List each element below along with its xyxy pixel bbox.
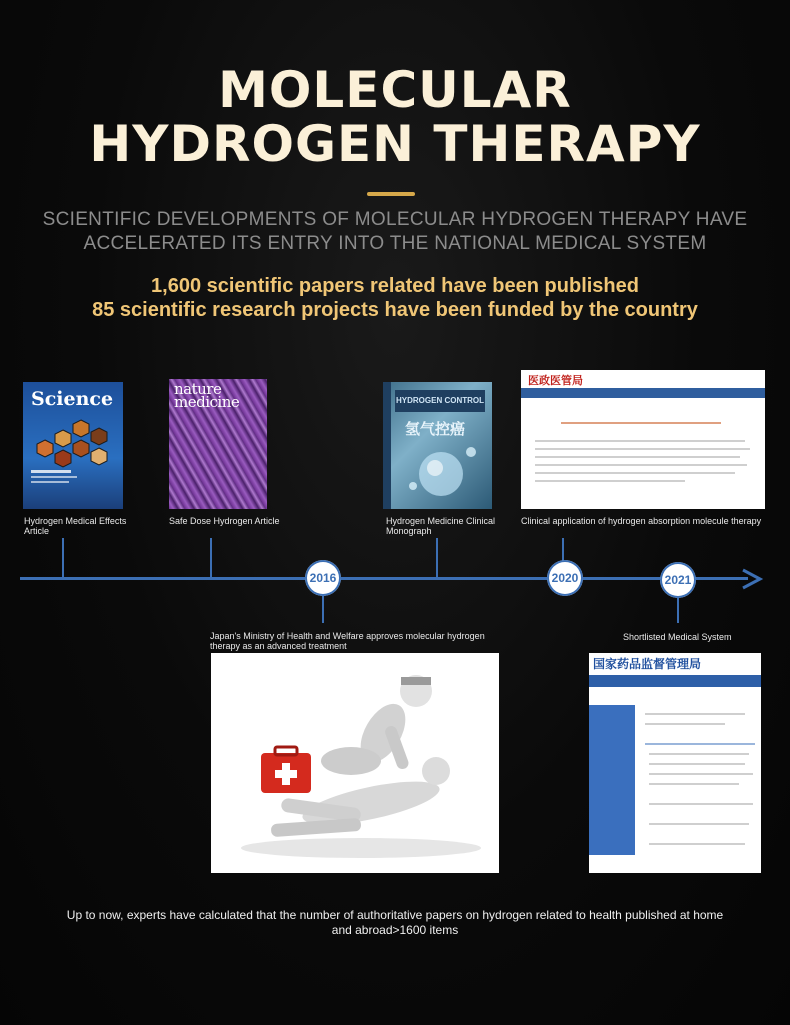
doc-text-line	[535, 480, 685, 482]
caption-hydrogen-medical-effects: Hydrogen Medical Effects Article	[24, 516, 127, 536]
caption-safe-dose: Safe Dose Hydrogen Article	[169, 516, 280, 526]
subtitle-line1: SCIENTIFIC DEVELOPMENTS OF MOLECULAR HYDROGEN THERAPY HAVE	[42, 209, 748, 230]
timeline-arrow-icon	[740, 568, 764, 590]
nmpa-text-line	[645, 723, 725, 725]
water-droplet-icon	[383, 382, 492, 509]
timeline-tick	[322, 595, 324, 623]
doc-text-line	[535, 456, 740, 458]
cpr-figures-icon	[211, 653, 499, 873]
caption-clinical-application: Clinical application of hydrogen absorption molecule therapy	[521, 516, 762, 526]
nmpa-text-line	[649, 753, 749, 755]
hydrogen-book-cover-image	[383, 382, 492, 509]
doc-text-line	[535, 440, 745, 442]
doc-heading-line	[561, 422, 721, 424]
nmpa-text-line	[649, 763, 745, 765]
timeline-tick	[210, 538, 212, 578]
doc-header-title: 医政医管局	[528, 375, 583, 387]
year-marker-2016: 2016	[305, 560, 341, 596]
doc-text-line	[535, 448, 750, 450]
nmpa-table-header	[645, 743, 755, 745]
hexagon-cluster-icon	[23, 382, 123, 509]
nmpa-sidebar	[589, 705, 635, 855]
year-marker-2021: 2021	[660, 562, 696, 598]
doc-text-line	[535, 464, 747, 466]
book-cover-subtitle: 氢气控癌	[405, 421, 466, 438]
timeline-tick	[436, 538, 438, 578]
caption-shortlisted-medical-system: Shortlisted Medical System	[623, 632, 732, 642]
subtitle-line2: ACCELERATED ITS ENTRY INTO THE NATIONAL MEDICAL SYSTEM	[83, 233, 707, 254]
nmpa-nav-bar	[589, 675, 761, 687]
cpr-illustration-image	[211, 653, 499, 873]
book-spine	[383, 382, 391, 509]
nmpa-text-line	[649, 823, 749, 825]
highlight-line1: 1,600 scientific papers related have been published	[151, 275, 639, 297]
nmpa-text-line	[645, 713, 745, 715]
nmpa-text-line	[649, 783, 739, 785]
nmpa-text-line	[649, 803, 753, 805]
year-marker-2020: 2020	[547, 560, 583, 596]
medical-admin-document-image	[521, 370, 765, 509]
timeline-tick	[62, 538, 64, 578]
doc-nav-bar	[521, 388, 765, 398]
title-divider	[367, 192, 415, 196]
caption-clinical-monograph: Hydrogen Medicine Clinical Monograph	[386, 516, 496, 536]
highlight-line2: 85 scientific research projects have been funded by the country	[92, 299, 698, 321]
page-title-line1: MOLECULAR	[218, 61, 572, 119]
science-cover-title: Science	[31, 388, 114, 410]
book-cover-title: HYDROGEN CONTROL	[395, 390, 485, 412]
timeline-tick	[677, 597, 679, 623]
science-cover-image	[23, 382, 123, 509]
footer-note: Up to now, experts have calculated that the number of authoritative papers on hydrogen related to health published at home and abroad>1600 items	[66, 908, 724, 937]
nmpa-text-line	[649, 773, 753, 775]
nmpa-text-line	[649, 843, 745, 845]
caption-japan-ministry: Japan's Ministry of Health and Welfare approves molecular hydrogen therapy as an advanced treatment	[210, 631, 485, 651]
doc-text-line	[535, 472, 735, 474]
nature-medicine-cover-title: nature medicine	[174, 380, 240, 411]
timeline-axis	[20, 577, 748, 580]
nature-medicine-cover-image	[169, 379, 267, 509]
page-title-line2: HYDROGEN THERAPY	[89, 115, 701, 173]
timeline-tick	[562, 538, 564, 562]
nmpa-website-image	[589, 653, 761, 873]
nmpa-header-title: 国家药品监督管理局	[593, 657, 702, 671]
